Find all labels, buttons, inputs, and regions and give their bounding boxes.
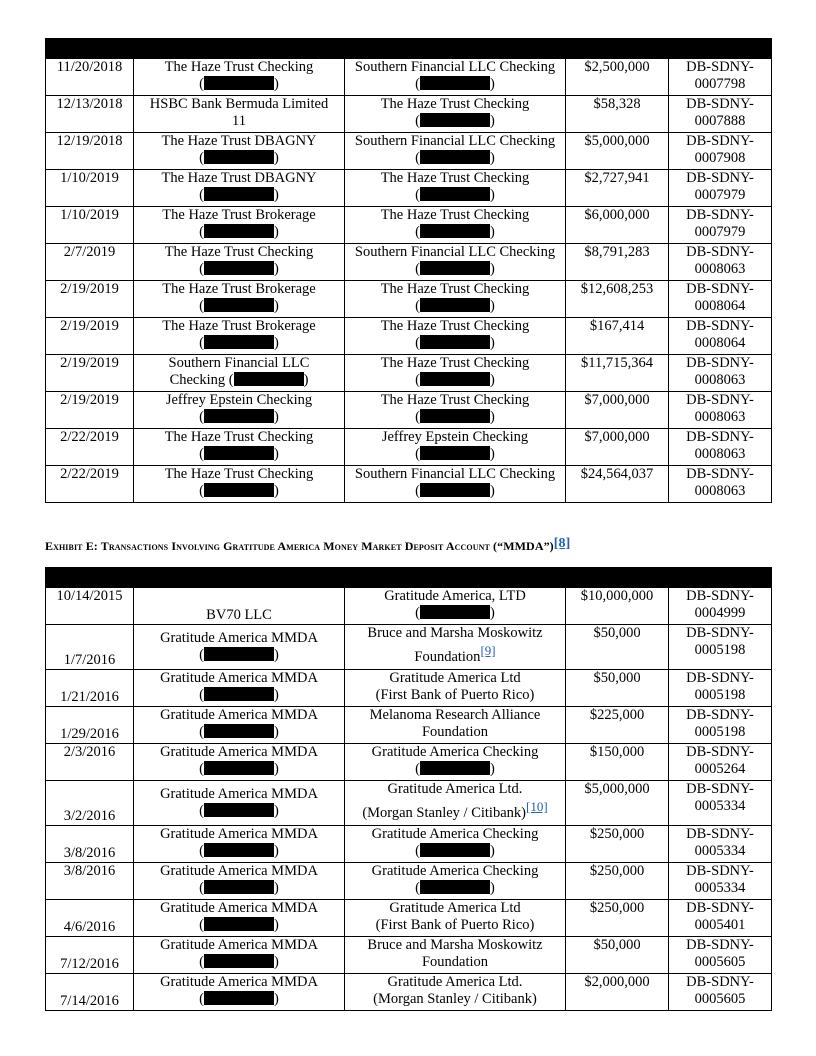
redaction-block [420,150,490,164]
amount-cell: $58,328 [566,96,669,133]
from-account-cell: Gratitude America MMDA ( ) [134,863,345,900]
from-account-cell: The Haze Trust Checking ( ) [134,429,345,466]
footnote-link-10[interactable]: [10] [525,799,548,814]
bates-cell: DB-SDNY- 0005198 [669,707,772,744]
to-account-cell: Southern Financial LLC Checking ( ) [345,244,566,281]
date-cell: 3/8/2016 [46,826,134,863]
date-cell: 2/7/2019 [46,244,134,281]
to-account-cell: Southern Financial LLC Checking ( ) [345,133,566,170]
from-account-cell: Gratitude America MMDA ( ) [134,781,345,826]
date-cell: 2/22/2019 [46,466,134,503]
table-row [46,96,772,133]
amount-cell: $24,564,037 [566,466,669,503]
amount-cell: $5,000,000 [566,781,669,826]
to-account-cell: The Haze Trust Checking ( ) [345,281,566,318]
redaction-block [420,76,490,90]
amount-cell: $50,000 [566,670,669,707]
footnote-link-9[interactable]: [9] [480,643,496,658]
redaction-block [204,724,274,738]
to-account-cell: The Haze Trust Checking ( ) [345,392,566,429]
exhibit-e-heading: Exhibit E: Transactions Involving Gratitude America Money Market Deposit Account (“MMDA”)[8] [45,536,571,553]
redaction-block [204,954,274,968]
table-row [46,588,772,625]
redaction-block [420,335,490,349]
redaction-block [420,605,490,619]
redaction-block [204,483,274,497]
bates-cell: DB-SDNY- 0008063 [669,429,772,466]
redaction-block [420,372,490,386]
from-account-cell: The Haze Trust DBAGNY ( ) [134,133,345,170]
to-account-cell: Gratitude America Checking ( ) [345,826,566,863]
date-cell: 3/8/2016 [46,863,134,900]
amount-cell: $11,715,364 [566,355,669,392]
to-account-cell: The Haze Trust Checking ( ) [345,355,566,392]
date-cell: 7/14/2016 [46,974,134,1011]
bates-cell: DB-SDNY- 0005334 [669,863,772,900]
redaction-block [204,224,274,238]
from-account-cell: HSBC Bank Bermuda Limited 11 [134,96,345,133]
redaction-block [204,761,274,775]
table-row [46,625,772,670]
amount-cell: $225,000 [566,707,669,744]
to-account-cell: Gratitude America, LTD ( ) [345,588,566,625]
transactions-table-haze-trust [45,38,772,503]
amount-cell: $50,000 [566,625,669,670]
redaction-block [204,409,274,423]
date-cell: 2/22/2019 [46,429,134,466]
from-account-cell: Gratitude America MMDA ( ) [134,744,345,781]
date-cell: 7/12/2016 [46,937,134,974]
bates-cell: DB-SDNY- 0008063 [669,244,772,281]
table-row [46,318,772,355]
bates-cell: DB-SDNY- 0004999 [669,588,772,625]
amount-cell: $12,608,253 [566,281,669,318]
amount-cell: $167,414 [566,318,669,355]
amount-cell: $2,000,000 [566,974,669,1011]
table-header-bar [46,568,772,588]
from-account-cell: The Haze Trust Checking ( ) [134,244,345,281]
table-row [46,170,772,207]
redaction-block [204,991,274,1005]
redaction-block [420,843,490,857]
table-row [46,429,772,466]
to-account-cell: The Haze Trust Checking ( ) [345,170,566,207]
bates-cell: DB-SDNY- 0005198 [669,670,772,707]
to-account-cell: Bruce and Marsha Moskowitz Foundation[9] [345,625,566,670]
to-account-cell: Southern Financial LLC Checking ( ) [345,466,566,503]
to-account-cell: The Haze Trust Checking ( ) [345,207,566,244]
table-row [46,207,772,244]
bates-cell: DB-SDNY- 0007888 [669,96,772,133]
from-account-cell: The Haze Trust Brokerage ( ) [134,207,345,244]
footnote-link-8[interactable]: [8] [553,536,571,551]
from-account-cell: The Haze Trust Checking ( ) [134,59,345,96]
bates-cell: DB-SDNY- 0005334 [669,826,772,863]
bates-cell: DB-SDNY- 0008064 [669,318,772,355]
redaction-block [204,76,274,90]
redaction-block [420,261,490,275]
bates-cell: DB-SDNY- 0007979 [669,170,772,207]
to-account-cell: Southern Financial LLC Checking ( ) [345,59,566,96]
from-account-cell: Gratitude America MMDA ( ) [134,900,345,937]
date-cell: 2/19/2019 [46,318,134,355]
bates-cell: DB-SDNY- 0008063 [669,466,772,503]
bates-cell: DB-SDNY- 0005401 [669,900,772,937]
amount-cell: $6,000,000 [566,207,669,244]
date-cell: 10/14/2015 [46,588,134,625]
to-account-cell: Gratitude America Checking ( ) [345,744,566,781]
table-row [46,392,772,429]
redaction-block [204,803,274,817]
amount-cell: $7,000,000 [566,392,669,429]
redaction-block [204,335,274,349]
amount-cell: $250,000 [566,900,669,937]
to-account-cell: Jeffrey Epstein Checking ( ) [345,429,566,466]
date-cell: 12/13/2018 [46,96,134,133]
table-row [46,707,772,744]
redaction-block [204,298,274,312]
table-row [46,974,772,1011]
redaction-block [420,298,490,312]
table-row [46,937,772,974]
date-cell: 1/21/2016 [46,670,134,707]
redaction-block [204,647,274,661]
redaction-block [420,409,490,423]
to-account-cell: Gratitude America Checking ( ) [345,863,566,900]
amount-cell: $250,000 [566,826,669,863]
amount-cell: $150,000 [566,744,669,781]
date-cell: 12/19/2018 [46,133,134,170]
to-account-cell: Gratitude America Ltd. (Morgan Stanley / Citibank) [345,974,566,1011]
from-account-cell: Gratitude America MMDA ( ) [134,625,345,670]
table-row [46,59,772,96]
bates-cell: DB-SDNY- 0005334 [669,781,772,826]
date-cell: 4/6/2016 [46,900,134,937]
to-account-cell: Melanoma Research Alliance Foundation [345,707,566,744]
redaction-block [420,483,490,497]
table-row [46,133,772,170]
date-cell: 1/7/2016 [46,625,134,670]
to-account-cell: Gratitude America Ltd (First Bank of Puerto Rico) [345,670,566,707]
table-row [46,281,772,318]
transactions-table-gratitude-america [45,567,772,1011]
bates-cell: DB-SDNY- 0007979 [669,207,772,244]
bates-cell: DB-SDNY- 0007798 [669,59,772,96]
redaction-block [204,446,274,460]
from-account-cell: Gratitude America MMDA ( ) [134,974,345,1011]
redaction-block [204,261,274,275]
to-account-cell: Bruce and Marsha Moskowitz Foundation [345,937,566,974]
date-cell: 2/19/2019 [46,392,134,429]
to-account-cell: Gratitude America Ltd. (Morgan Stanley / Citibank)[10] [345,781,566,826]
date-cell: 1/29/2016 [46,707,134,744]
from-account-cell: The Haze Trust Checking ( ) [134,466,345,503]
table-row [46,781,772,826]
from-account-cell: Jeffrey Epstein Checking ( ) [134,392,345,429]
table-row [46,244,772,281]
date-cell: 11/20/2018 [46,59,134,96]
date-cell: 2/3/2016 [46,744,134,781]
bates-cell: DB-SDNY- 0005605 [669,937,772,974]
to-account-cell: The Haze Trust Checking ( ) [345,318,566,355]
from-account-cell: The Haze Trust Brokerage ( ) [134,281,345,318]
from-account-cell: Gratitude America MMDA ( ) [134,937,345,974]
amount-cell: $250,000 [566,863,669,900]
redaction-block [234,372,304,386]
redaction-block [420,446,490,460]
amount-cell: $50,000 [566,937,669,974]
redaction-block [420,880,490,894]
from-account-cell: Southern Financial LLC Checking ( ) [134,355,345,392]
date-cell: 3/2/2016 [46,781,134,826]
table-row [46,670,772,707]
date-cell: 1/10/2019 [46,207,134,244]
amount-cell: $8,791,283 [566,244,669,281]
from-account-cell: The Haze Trust Brokerage ( ) [134,318,345,355]
redaction-block [420,113,490,127]
amount-cell: $2,727,941 [566,170,669,207]
from-account-cell: Gratitude America MMDA ( ) [134,707,345,744]
table-row [46,826,772,863]
bates-cell: DB-SDNY- 0005264 [669,744,772,781]
amount-cell: $5,000,000 [566,133,669,170]
bates-cell: DB-SDNY- 0005605 [669,974,772,1011]
from-account-cell: Gratitude America MMDA ( ) [134,670,345,707]
redaction-block [204,187,274,201]
bates-cell: DB-SDNY- 0008063 [669,392,772,429]
amount-cell: $2,500,000 [566,59,669,96]
redaction-block [420,761,490,775]
table-row [46,744,772,781]
redaction-block [420,224,490,238]
table-row [46,466,772,503]
from-account-cell: Gratitude America MMDA ( ) [134,826,345,863]
bates-cell: DB-SDNY- 0008064 [669,281,772,318]
redaction-block [204,687,274,701]
table-row [46,900,772,937]
to-account-cell: The Haze Trust Checking ( ) [345,96,566,133]
redaction-block [204,843,274,857]
amount-cell: $10,000,000 [566,588,669,625]
redaction-block [420,187,490,201]
from-account-cell: The Haze Trust DBAGNY ( ) [134,170,345,207]
redaction-block [204,917,274,931]
from-account-cell: BV70 LLC [134,588,345,625]
date-cell: 2/19/2019 [46,355,134,392]
table-row [46,355,772,392]
table-row [46,863,772,900]
redaction-block [204,150,274,164]
bates-cell: DB-SDNY- 0005198 [669,625,772,670]
date-cell: 1/10/2019 [46,170,134,207]
table-header-bar [46,39,772,59]
bates-cell: DB-SDNY- 0008063 [669,355,772,392]
redaction-block [204,880,274,894]
bates-cell: DB-SDNY- 0007908 [669,133,772,170]
amount-cell: $7,000,000 [566,429,669,466]
to-account-cell: Gratitude America Ltd (First Bank of Puerto Rico) [345,900,566,937]
date-cell: 2/19/2019 [46,281,134,318]
